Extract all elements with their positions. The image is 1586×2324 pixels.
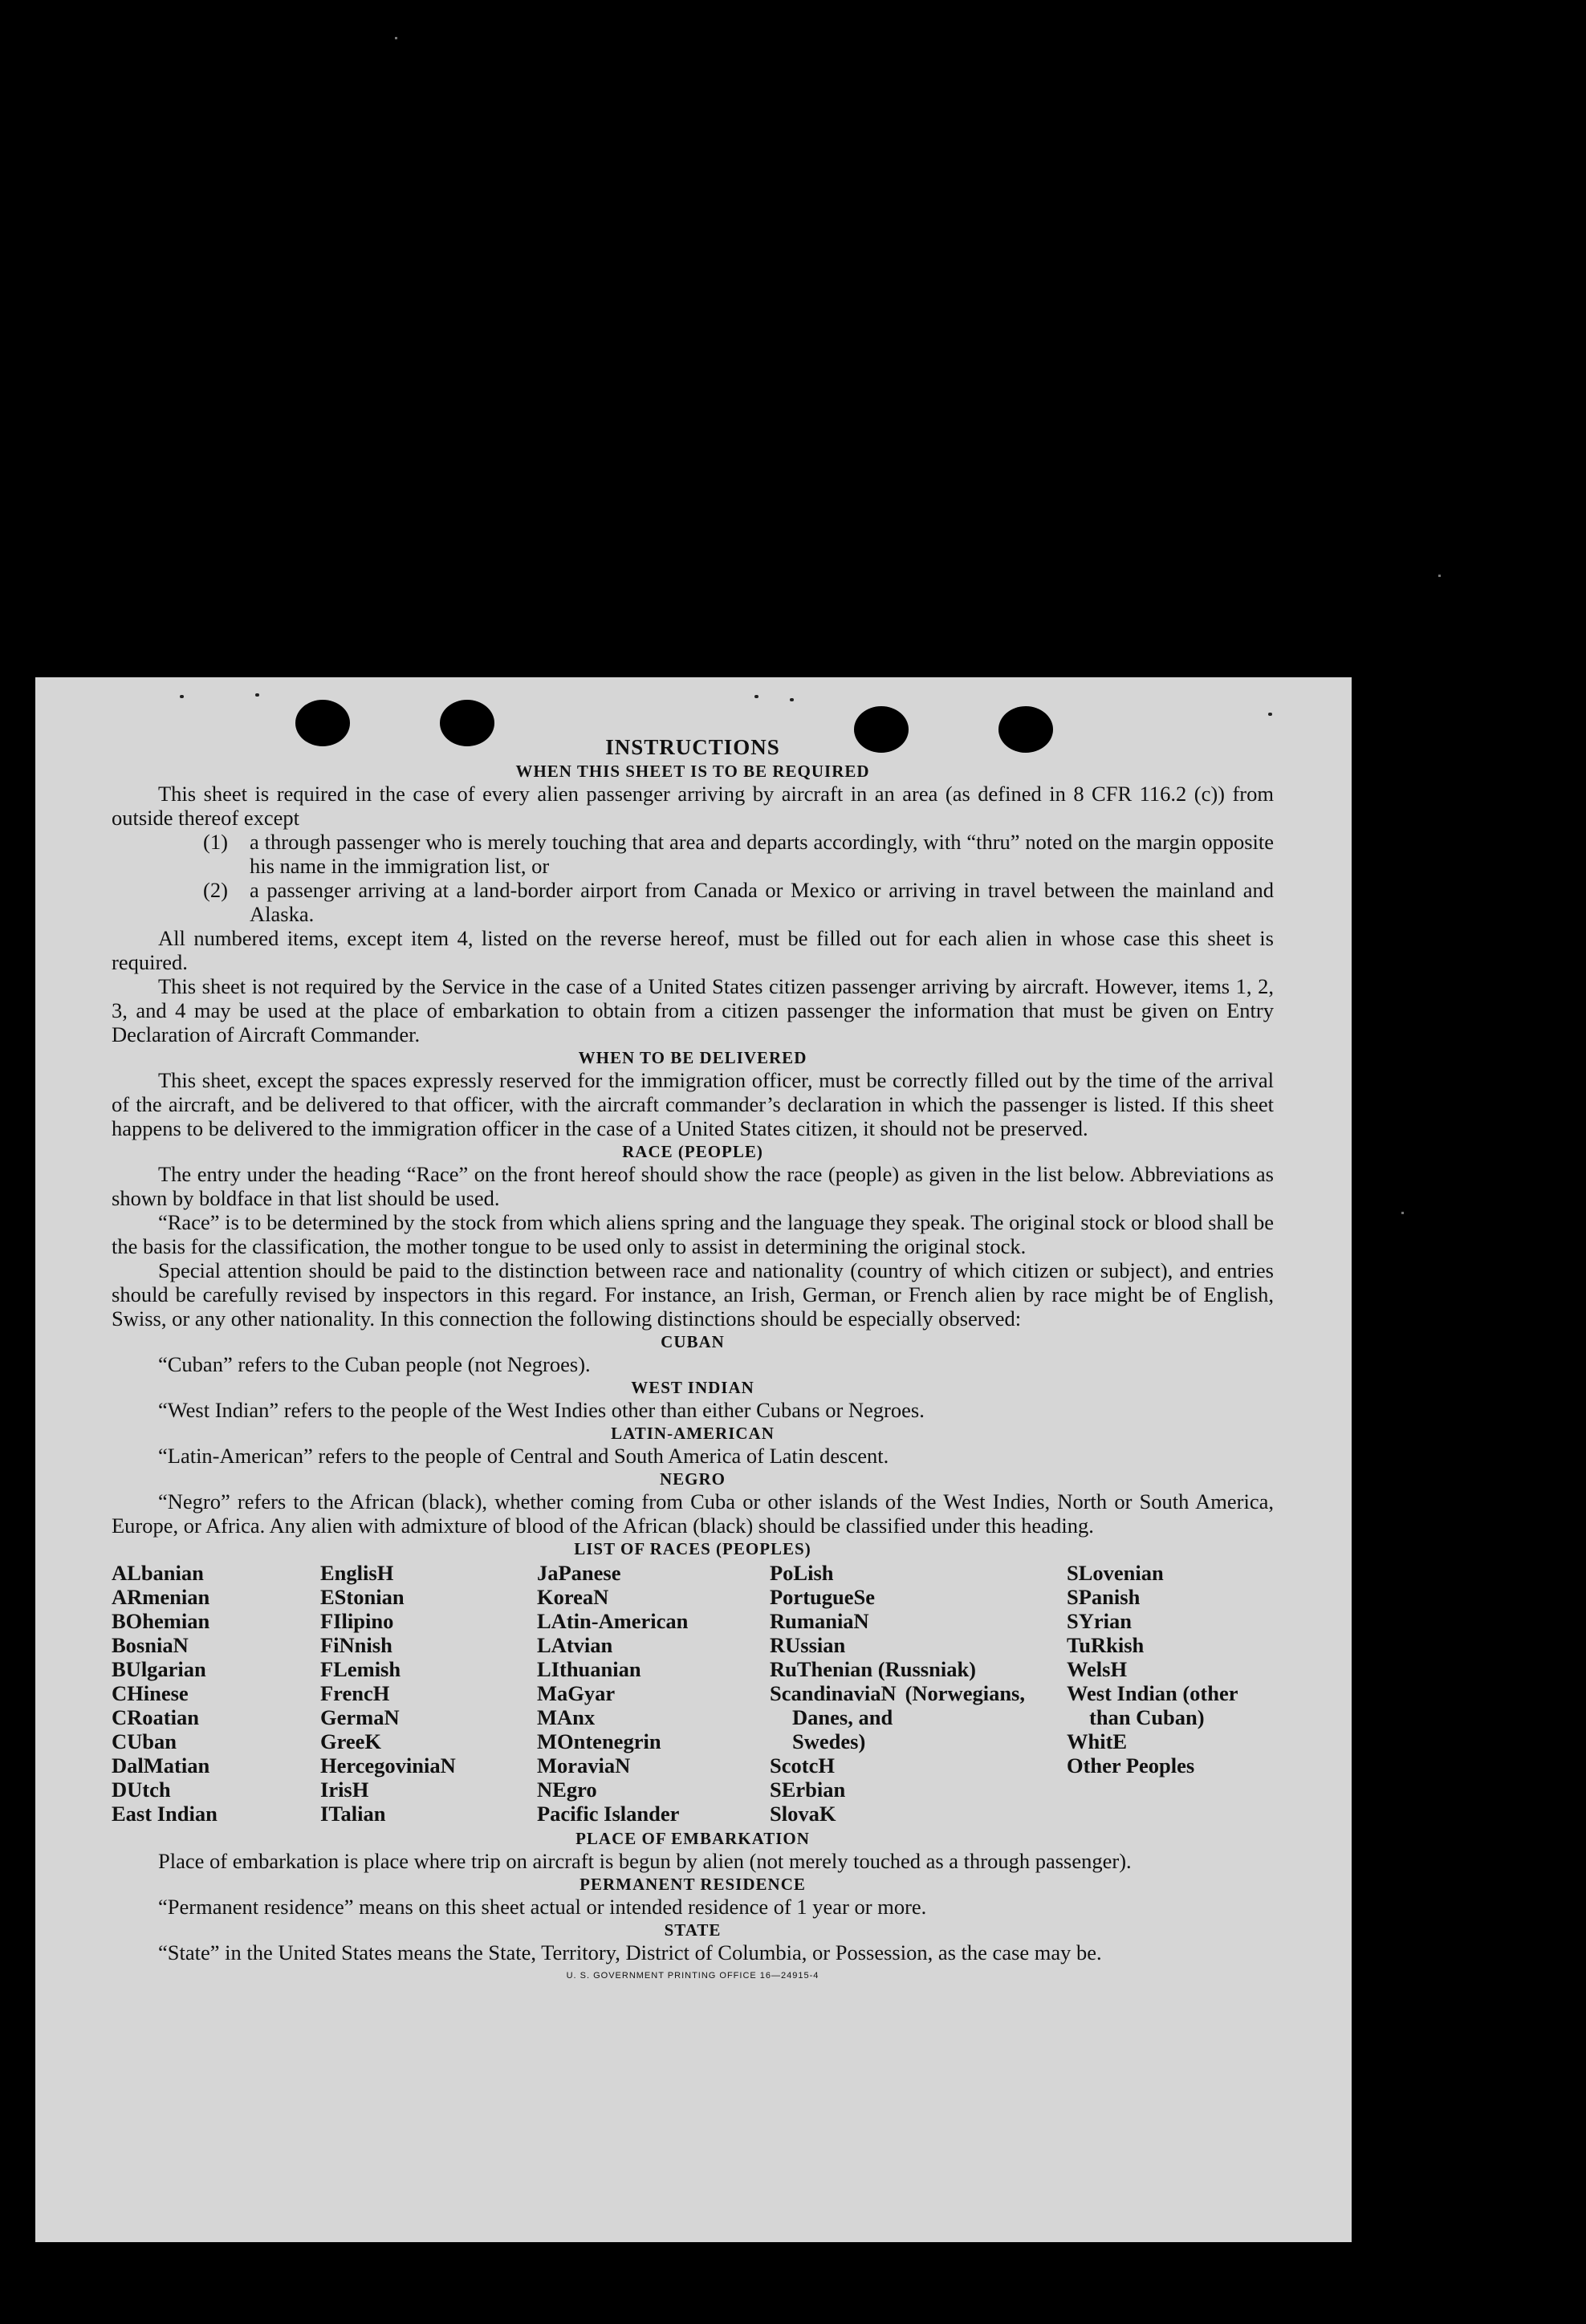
race-entry: PortugueSe — [770, 1585, 876, 1609]
race-paragraph: “Race” is to be determined by the stock from which aliens spring and the language they speak. The original stock or blood shall be the basis for the classification, the mother tongue to be used only to assist in determining the original stock. — [112, 1210, 1274, 1258]
race-entry: MOntenegrin — [537, 1729, 661, 1753]
race-entry: Other Peoples — [1067, 1753, 1195, 1778]
race-entry: MaGyar — [537, 1681, 616, 1705]
race-entry: FrencH — [320, 1681, 390, 1705]
negro-paragraph: “Negro” refers to the African (black), whether coming from Cuba or other islands of the West Indies, North or South America, Europe, or Africa. Any alien with admixture of blood of the African (black) should be classified under this heading. — [112, 1489, 1274, 1538]
race-entry: TuRkish — [1067, 1633, 1145, 1657]
state-paragraph: “State” in the United States means the State, Territory, District of Columbia, or Possession, as the case may be. — [158, 1940, 1102, 1964]
race-entry: SPanish — [1067, 1585, 1141, 1609]
item-text: a through passenger who is merely touching that area and departs accordingly, with “thru” noted on the margin opposite his name in the immigration list, or — [250, 830, 1274, 878]
section-heading-race: RACE (PEOPLE) — [622, 1142, 763, 1161]
races-column-5 — [1067, 1561, 1275, 1826]
race-entry: FLemish — [320, 1657, 401, 1681]
required-paragraph: This sheet is required in the case of every alien passenger arriving by aircraft in an area (as defined in 8 CFR 116.2 (c)) from outside thereof except — [112, 782, 1274, 830]
races-list — [112, 1561, 1274, 1826]
race-entry: RUssian — [770, 1633, 846, 1657]
race-entry: EnglisH — [320, 1561, 394, 1585]
race-entry: Pacific Islander — [537, 1802, 680, 1826]
race-entry: FiNnish — [320, 1633, 392, 1657]
page-title: INSTRUCTIONS — [605, 735, 780, 759]
exception-item — [112, 878, 1274, 926]
scan-speck — [180, 695, 184, 698]
scan-speck — [255, 693, 259, 697]
race-entry: MoraviaN — [537, 1753, 631, 1778]
race-entry: CRoatian — [112, 1705, 199, 1729]
scan-speck — [1401, 1212, 1404, 1214]
delivered-paragraph: This sheet, except the spaces expressly reserved for the immigration officer, must be correctly filled out by the time of the arrival of the aircraft, and be delivered to that officer, with the aircraft commander’s declaration in which the passenger is listed. If this sheet happens to be delivered to the immigration officer in the case of a United States citizen, it should not be preserved. — [112, 1068, 1274, 1140]
race-entry: GermaN — [320, 1705, 400, 1729]
race-entry: HercegoviniaN — [320, 1753, 456, 1778]
race-entry: EStonian — [320, 1585, 405, 1609]
scan-speck — [790, 698, 794, 701]
instructions-content — [112, 735, 1274, 1981]
race-entry: WelsH — [1067, 1657, 1128, 1681]
race-entry: CHinese — [112, 1681, 189, 1705]
scan-speck — [754, 695, 758, 698]
race-entry: DUtch — [112, 1778, 171, 1802]
residence-paragraph: “Permanent residence” means on this sheet actual or intended residence of 1 year or more. — [158, 1895, 927, 1919]
scan-speck — [395, 37, 397, 39]
race-entry: MAnx — [537, 1705, 596, 1729]
race-entry: KoreaN — [537, 1585, 609, 1609]
race-entry: ScotcH — [770, 1753, 835, 1778]
section-heading-west-indian: WEST INDIAN — [631, 1378, 754, 1397]
scan-speck — [1438, 575, 1441, 577]
race-entry: BosniaN — [112, 1633, 189, 1657]
citizen-paragraph: This sheet is not required by the Service in the case of a United States citizen passenger arriving by aircraft. However, items 1, 2, 3, and 4 may be used at the place of embarkation to obtain from a citizen passenger the information that must be given on Entry Declaration of Aircraft Commander. — [112, 974, 1274, 1046]
numbered-items-paragraph: All numbered items, except item 4, listed on the reverse hereof, must be filled out for each alien in whose case this sheet is required. — [112, 926, 1274, 974]
section-heading-latin-american: LATIN-AMERICAN — [611, 1424, 775, 1443]
race-entry: West Indian (other — [1067, 1681, 1238, 1705]
race-entry: BOhemian — [112, 1609, 210, 1633]
printing-office-footer: U. S. GOVERNMENT PRINTING OFFICE 16—24915-4 — [566, 1971, 819, 1981]
section-heading-embarkation: PLACE OF EMBARKATION — [575, 1829, 810, 1848]
section-heading-required: WHEN THIS SHEET IS TO BE REQUIRED — [515, 762, 870, 781]
section-heading-cuban: CUBAN — [661, 1332, 725, 1351]
race-paragraph: Special attention should be paid to the distinction between race and nationality (country of which citizen or subject), and entries should be carefully revised by inspectors in this regard. For instance, an Irish, German, or French alien by race might be of English, Swiss, or any other nationality. In this connection the following distinctions should be especially observed: — [112, 1258, 1274, 1331]
race-entry: BUlgarian — [112, 1657, 206, 1681]
scan-speck — [1268, 713, 1272, 716]
west-indian-paragraph: “West Indian” refers to the people of the West Indies other than either Cubans or Negroes. — [158, 1398, 925, 1422]
race-entry: FIlipino — [320, 1609, 394, 1633]
races-column-2 — [320, 1561, 537, 1826]
race-entry: than Cuban) — [1089, 1705, 1205, 1729]
race-entry: ScandinaviaN (Norwegians, Danes, and — [770, 1681, 1025, 1729]
item-number: (1) — [203, 830, 228, 854]
races-column-1 — [112, 1561, 320, 1826]
race-entry: Swedes) — [792, 1729, 866, 1753]
document-sheet — [35, 677, 1352, 2242]
races-column-4 — [770, 1561, 1067, 1826]
race-entry: SErbian — [770, 1778, 846, 1802]
latin-american-paragraph: “Latin-American” refers to the people of Central and South America of Latin descent. — [158, 1444, 889, 1468]
race-entry: JaPanese — [537, 1561, 621, 1585]
race-entry: DalMatian — [112, 1753, 210, 1778]
exception-item — [112, 830, 1274, 878]
race-entry: CUban — [112, 1729, 177, 1753]
section-heading-state: STATE — [664, 1920, 722, 1940]
race-entry: NEgro — [537, 1778, 597, 1802]
race-entry: SYrian — [1067, 1609, 1132, 1633]
list-of-races-heading: LIST OF RACES (PEOPLES) — [574, 1539, 811, 1558]
race-entry: SlovaK — [770, 1802, 836, 1826]
cuban-paragraph: “Cuban” refers to the Cuban people (not Negroes). — [158, 1352, 591, 1376]
embarkation-paragraph: Place of embarkation is place where trip on aircraft is begun by alien (not merely touched as a through passenger). — [158, 1849, 1132, 1873]
race-entry: ARmenian — [112, 1585, 210, 1609]
section-heading-residence: PERMANENT RESIDENCE — [580, 1875, 806, 1894]
race-entry: PoLish — [770, 1561, 834, 1585]
item-number: (2) — [203, 878, 228, 902]
race-entry: ALbanian — [112, 1561, 204, 1585]
race-entry: LIthuanian — [537, 1657, 641, 1681]
races-column-3 — [537, 1561, 770, 1826]
race-paragraph: The entry under the heading “Race” on the front hereof should show the race (people) as given in the list below. Abbreviations as shown by boldface in that list should be used. — [112, 1162, 1274, 1210]
race-entry: East Indian — [112, 1802, 218, 1826]
item-text: a passenger arriving at a land-border airport from Canada or Mexico or arriving in travel between the mainland and Alaska. — [250, 878, 1274, 926]
section-heading-negro: NEGRO — [659, 1469, 726, 1489]
race-entry: RuThenian (Russniak) — [770, 1657, 977, 1681]
race-entry: IrisH — [320, 1778, 369, 1802]
race-entry: RumaniaN — [770, 1609, 869, 1633]
race-entry: GreeK — [320, 1729, 382, 1753]
section-heading-delivered: WHEN TO BE DELIVERED — [578, 1048, 807, 1067]
race-entry: LAtvian — [537, 1633, 613, 1657]
race-entry: ITalian — [320, 1802, 386, 1826]
race-entry: SLovenian — [1067, 1561, 1164, 1585]
race-entry: LAtin-American — [537, 1609, 689, 1633]
race-entry: WhitE — [1067, 1729, 1128, 1753]
